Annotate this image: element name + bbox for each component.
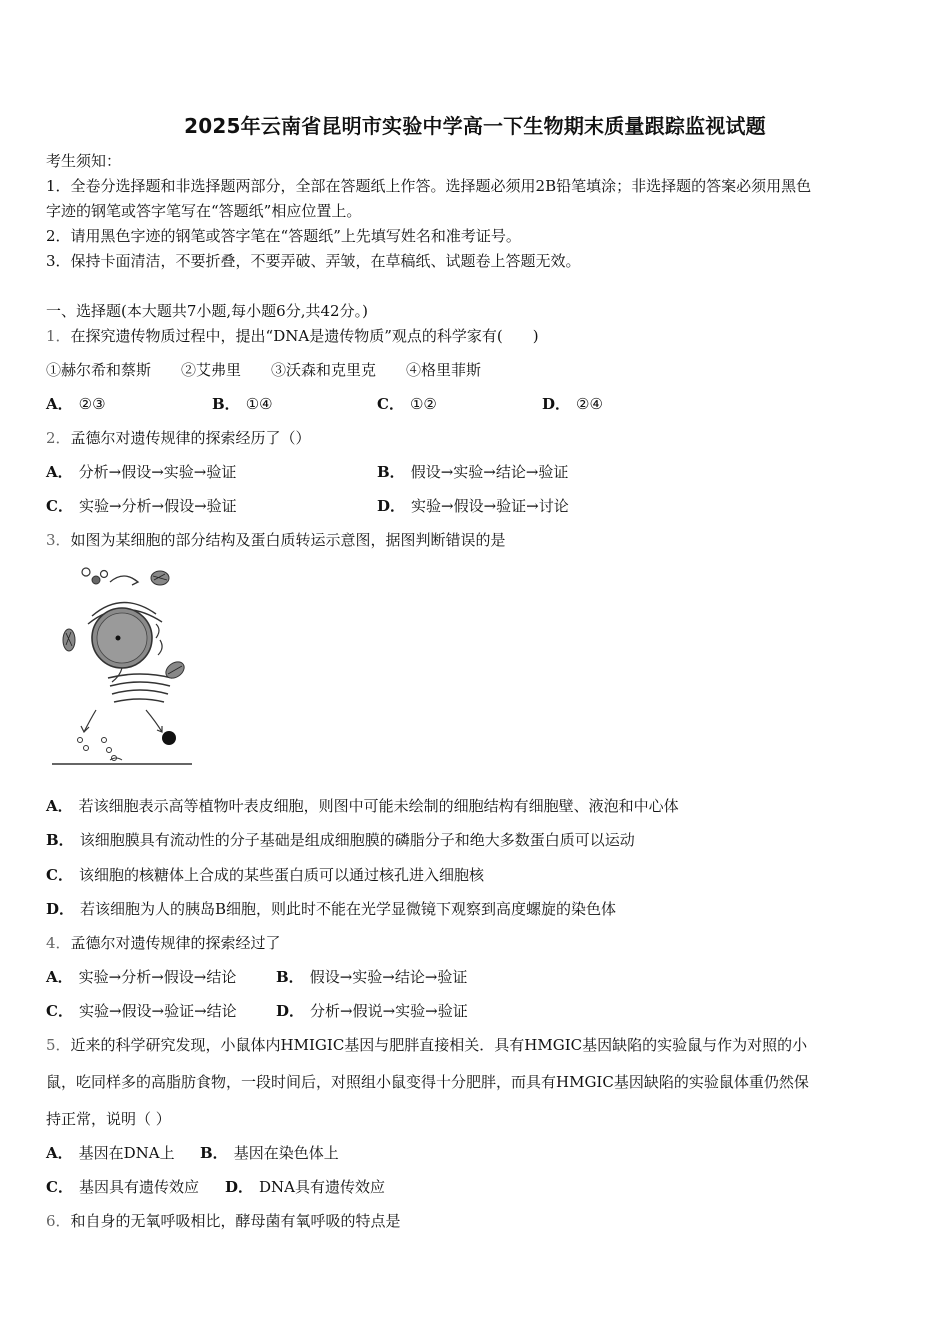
option-label: D．	[542, 395, 571, 413]
option-label: C．	[46, 1178, 73, 1196]
option-label: B．	[276, 968, 304, 986]
q2-option-b[interactable]	[377, 461, 568, 483]
option-label: D．	[377, 497, 406, 515]
question-5	[46, 1034, 807, 1056]
golgi-icon	[110, 682, 170, 686]
question-1	[46, 325, 539, 347]
option-label: C．	[46, 866, 73, 884]
question-number: 6．	[46, 1212, 71, 1230]
option-text: 实验→假设→验证→结论	[78, 1002, 237, 1020]
question-6	[46, 1210, 401, 1232]
nuclear-envelope	[97, 613, 147, 663]
option-text: 基因具有遗传效应	[78, 1178, 199, 1196]
er-arc	[156, 624, 159, 638]
option-text: 若该细胞表示高等植物叶表皮细胞，则图中可能未绘制的细胞结构有细胞壁、液泡和中心体	[78, 797, 679, 815]
section-heading: 一、选择题(本大题共7小题,每小题6分,共42分。)	[46, 302, 368, 320]
option-text: 实验→分析→假设→结论	[78, 968, 237, 986]
q5-option-d[interactable]	[225, 1176, 385, 1198]
transport-arrow	[146, 710, 162, 732]
option-text: 假设→实验→结论→验证	[309, 968, 468, 986]
option-label: A．	[46, 463, 73, 481]
page-title: 2025年云南省昆明市实验中学高一下生物期末质量跟踪监视试题	[184, 114, 766, 138]
question-4	[46, 932, 281, 954]
option-text: 分析→假设→实验→验证	[78, 463, 237, 481]
q1-option-b[interactable]	[212, 393, 273, 415]
cell-structure-diagram	[52, 560, 202, 772]
vesicle-icon	[82, 568, 90, 576]
q4-option-a[interactable]	[46, 966, 236, 988]
q3-option-b[interactable]	[46, 829, 635, 851]
q1-option-a[interactable]	[46, 393, 106, 415]
option-label: B．	[377, 463, 405, 481]
option-text: 该细胞膜具有流动性的分子基础是组成细胞膜的磷脂分子和绝大多数蛋白质可以运动	[79, 831, 635, 849]
question-2	[46, 427, 311, 449]
question-number: 5．	[46, 1036, 71, 1054]
notice-line-2: 字迹的钢笔或答字笔写在“答题纸”相应位置上。	[46, 202, 362, 220]
option-label: D．	[46, 900, 75, 918]
question-text-line-1: 近来的科学研究发现，小鼠体内HMIGIC基因与肥胖直接相关．具有HMGIC基因缺陷的实验鼠与作为对照的小	[70, 1036, 808, 1054]
option-text: 假设→实验→结论→验证	[410, 463, 569, 481]
notice-line-4: 3．保持卡面清洁，不要折叠，不要弄破、弄皱，在草稿纸、试题卷上答题无效。	[46, 252, 581, 270]
vesicle-icon	[92, 576, 100, 584]
q2-option-a[interactable]	[46, 461, 236, 483]
option-label: C．	[46, 497, 73, 515]
option-label: A．	[46, 1144, 73, 1162]
question-text: 孟德尔对遗传规律的探索经历了（）	[70, 429, 311, 447]
notice-line-1: 1．全卷分选择题和非选择题两部分，全部在答题纸上作答。选择题必须用2B铅笔填涂；非选择题的答案必须用黑色	[46, 177, 812, 195]
option-label: C．	[377, 395, 404, 413]
question-3	[46, 529, 506, 551]
option-label: B．	[212, 395, 240, 413]
vesicle-icon	[101, 571, 108, 578]
transport-arrow	[84, 710, 96, 732]
golgi-icon	[114, 699, 164, 702]
option-text: ②④	[576, 395, 603, 413]
vesicle-icon	[107, 748, 112, 753]
option-text: 分析→假说→实验→验证	[310, 1002, 468, 1020]
question-number: 4．	[46, 934, 71, 952]
option-text: DNA具有遗传效应	[259, 1178, 386, 1196]
q3-option-d[interactable]	[46, 898, 616, 920]
vesicle-icon	[102, 738, 107, 743]
option-text: 实验→分析→假设→验证	[78, 497, 237, 515]
q5-option-a[interactable]	[46, 1142, 175, 1164]
option-text: 基因在染色体上	[233, 1144, 339, 1162]
option-label: D．	[225, 1178, 254, 1196]
q3-option-a[interactable]	[46, 795, 679, 817]
q1-option-d[interactable]	[542, 393, 603, 415]
option-label: B．	[200, 1144, 228, 1162]
q4-option-c[interactable]	[46, 1000, 237, 1022]
q1-option-c[interactable]	[377, 393, 437, 415]
q4-option-d[interactable]	[276, 1000, 468, 1022]
question-text: 在探究遗传物质过程中，提出“DNA是遗传物质”观点的科学家有( )	[70, 327, 539, 345]
option-label: B．	[46, 831, 74, 849]
option-text: ②③	[78, 395, 106, 413]
q5-option-c[interactable]	[46, 1176, 199, 1198]
question-number: 3．	[46, 531, 71, 549]
q5-option-b[interactable]	[200, 1142, 339, 1164]
option-label: D．	[276, 1002, 305, 1020]
q1-choice-list: ①赫尔希和蔡斯 ②艾弗里 ③沃森和克里克 ④格里菲斯	[46, 361, 482, 379]
question-text: 如图为某细胞的部分结构及蛋白质转运示意图，据图判断错误的是	[70, 531, 506, 549]
q2-option-d[interactable]	[377, 495, 569, 517]
question-number: 1．	[46, 327, 71, 345]
option-label: C．	[46, 1002, 73, 1020]
vesicle-icon	[78, 738, 83, 743]
question-text: 和自身的无氧呼吸相比，酵母菌有氧呼吸的特点是	[70, 1212, 401, 1230]
question-number: 2．	[46, 429, 71, 447]
option-text: 该细胞的核糖体上合成的某些蛋白质可以通过核孔进入细胞核	[78, 866, 484, 884]
vesicle-icon	[84, 746, 89, 751]
option-text: 基因在DNA上	[78, 1144, 175, 1162]
er-arc	[158, 640, 162, 655]
lysosome-icon	[162, 731, 176, 745]
question-text-line-3: 持正常，说明（ ）	[46, 1110, 171, 1128]
q3-option-c[interactable]	[46, 864, 484, 886]
option-label: A．	[46, 968, 73, 986]
q2-option-c[interactable]	[46, 495, 237, 517]
option-text: ①②	[409, 395, 437, 413]
option-text: 若该细胞为人的胰岛B细胞，则此时不能在光学显微镜下观察到高度螺旋的染色体	[80, 900, 617, 918]
notice-heading: 考生须知：	[46, 152, 122, 170]
golgi-icon	[112, 690, 168, 694]
option-text: ①④	[245, 395, 273, 413]
option-text: 实验→假设→验证→讨论	[411, 497, 569, 515]
option-label: A．	[46, 395, 73, 413]
question-text: 孟德尔对遗传规律的探索经过了	[70, 934, 281, 952]
option-label: A．	[46, 797, 73, 815]
notice-line-3: 2．请用黑色字迹的钢笔或答字笔在“答题纸”上先填写姓名和准考证号。	[46, 227, 521, 245]
q4-option-b[interactable]	[276, 966, 467, 988]
question-text-line-2: 鼠，吃同样多的高脂肪食物，一段时间后，对照组小鼠变得十分肥胖，而具有HMGIC基因缺陷的实验鼠体重仍然保	[46, 1073, 809, 1091]
nucleolus-icon	[116, 636, 121, 641]
